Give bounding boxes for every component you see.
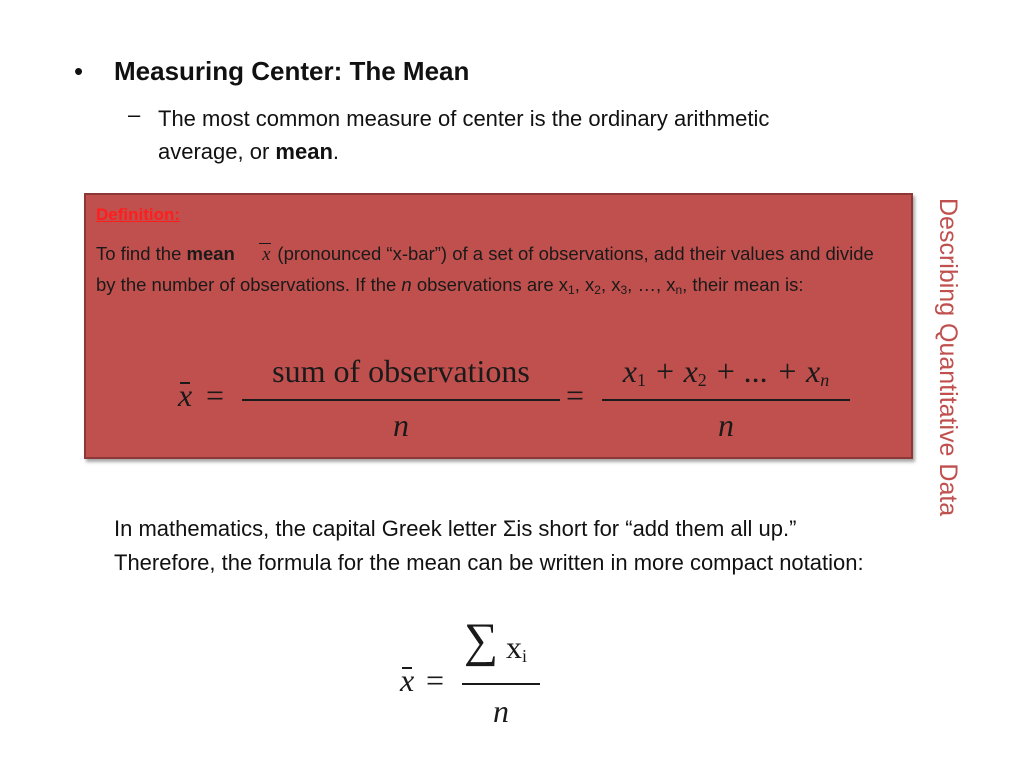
def-sub2: 2 [594,283,601,297]
def-intro: To find the [96,243,187,264]
compact-mean-formula [398,615,558,735]
mean-formula [178,355,858,445]
sub-bullet-text [158,102,798,168]
def-xn: x [666,274,676,295]
def-subn: n [675,283,683,297]
xbar: x [178,377,193,413]
equals-sign-3: = [426,662,445,698]
term-xn: x [805,353,821,389]
def-pronounced: (pronounced “x-bar”) of a set of observations, add their values and divide by the number of observations. If the [96,243,874,295]
def-x1: x [558,274,569,295]
def-n: n [401,274,412,295]
fraction-denominator-3: n [493,693,509,729]
def-obs-are: observations are [411,274,559,295]
def-ending: , their mean is: [682,274,804,295]
sum-numerator [602,353,850,390]
sigma-paragraph: In mathematics, the capital Greek letter Σis short for “add them all up.” Therefore, the formula for the mean can be written in more compact notation: [114,516,864,575]
def-ellipsis: … [637,274,656,295]
sub-n: n [820,370,830,390]
fraction-bar [242,399,560,401]
bullet-dot: • [74,56,84,86]
fraction-bar-3 [462,683,540,685]
def-sep3: , [627,274,638,295]
definition-text [96,239,896,300]
fraction-denominator: n [393,407,409,443]
sub-i: i [522,646,528,666]
definition-label: Definition: [96,205,181,224]
def-sub1: 1 [568,283,575,297]
sub-1: 1 [637,370,646,390]
def-sep2: , [600,274,612,295]
side-title: Describing Quantitative Data [934,198,962,517]
term-x1: x [622,353,637,389]
plus-dots: + ... + [706,353,806,389]
term-x2: x [683,353,698,389]
sub-bullet-dash: – [128,102,141,127]
def-sep1: , [574,274,585,295]
slide-heading: Measuring Center: The Mean [114,56,470,86]
sub-2: 2 [697,370,707,390]
sigma-symbol: ∑ [464,614,499,667]
xbar-symbol-inline: x [255,240,277,270]
sub-bullet-end: . [332,139,340,164]
fraction-bar-2 [602,399,850,401]
def-term: mean [186,243,235,264]
def-sub3: 3 [620,283,628,297]
def-x3: x [611,274,621,295]
x-letter: x [506,629,522,665]
plus: + [646,353,684,389]
xbar-2: x [400,662,415,698]
mean-emphasis: mean [275,139,333,164]
fraction-numerator: sum of observations [272,353,530,389]
sub-bullet-lead: The most common measure of center is the ordinary arithmetic average, or [158,106,770,164]
def-sep4: , [655,274,667,295]
equals-sign-2: = [566,377,585,413]
fraction-denominator-2: n [718,407,734,443]
def-x2: x [585,274,595,295]
equals-sign: = [206,377,225,413]
x-sub-i [506,629,527,666]
